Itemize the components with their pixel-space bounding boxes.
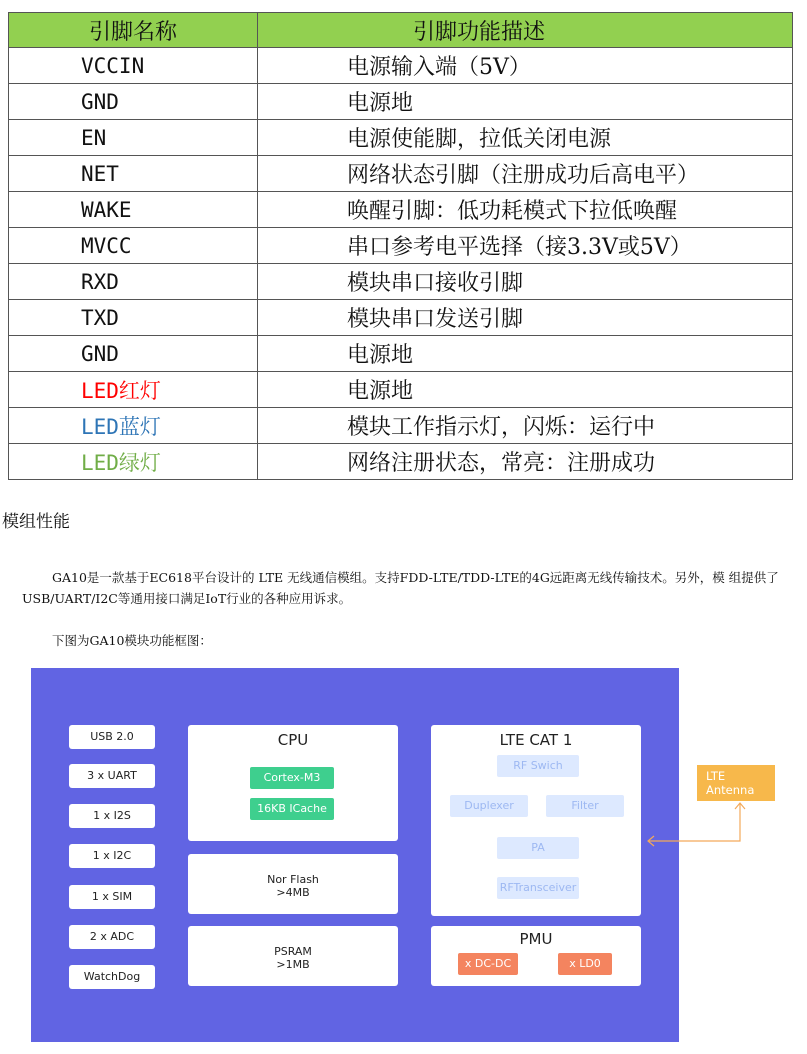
table-row bbox=[9, 48, 793, 84]
pin-desc: 电源地 bbox=[258, 372, 793, 408]
pin-desc: 模块串口接收引脚 bbox=[258, 264, 793, 300]
pin-name: GND bbox=[9, 84, 258, 120]
table-row bbox=[9, 444, 793, 480]
cpu-block bbox=[188, 725, 398, 841]
interface-watchdog: WatchDog bbox=[69, 965, 155, 989]
pin-name: VCCIN bbox=[9, 48, 258, 84]
pin-desc: 模块工作指示灯，闪烁：运行中 bbox=[258, 408, 793, 444]
pin-table bbox=[8, 12, 793, 480]
diagram-caption: 下图为GA10模块功能框图： bbox=[52, 633, 212, 648]
pin-name-led-green: LED绿灯 bbox=[9, 444, 258, 480]
cpu-title: CPU bbox=[277, 731, 309, 749]
lte-block bbox=[431, 725, 641, 916]
rf-switch-chip: RF Swich bbox=[497, 755, 579, 777]
interface-adc: 2 x ADC bbox=[69, 925, 155, 949]
table-row bbox=[9, 336, 793, 372]
table-row bbox=[9, 228, 793, 264]
connector-line bbox=[648, 803, 740, 841]
cortex-m3-chip: Cortex-M3 bbox=[250, 767, 334, 789]
pa-chip: PA bbox=[497, 837, 579, 859]
pin-desc: 电源地 bbox=[258, 84, 793, 120]
interface-i2c: 1 x I2C bbox=[69, 844, 155, 868]
pin-desc: 模块串口发送引脚 bbox=[258, 300, 793, 336]
pin-name: EN bbox=[9, 120, 258, 156]
block-diagram bbox=[31, 668, 679, 1042]
interface-sim: 1 x SIM bbox=[69, 885, 155, 909]
duplexer-chip: Duplexer bbox=[450, 795, 528, 817]
nor-flash-label: Nor Flash bbox=[267, 873, 319, 886]
table-row bbox=[9, 372, 793, 408]
pin-desc: 网络注册状态，常亮：注册成功 bbox=[258, 444, 793, 480]
table-row bbox=[9, 192, 793, 228]
interface-usb: USB 2.0 bbox=[69, 725, 155, 749]
intro-paragraph: GA10是一款基于EC618平台设计的 LTE 无线通信模组。支持FDD-LTE/TDD-LTE的4G远距离无线传输技术。另外，模 组提供了USB/UART/I2C等通用接口满足IoT行业的各种应用诉求。 bbox=[22, 570, 779, 606]
lte-title: LTE CAT 1 bbox=[499, 731, 573, 749]
antenna-connector-arrow bbox=[640, 795, 760, 855]
header-pin-function: 引脚功能描述 bbox=[258, 13, 793, 48]
table-row bbox=[9, 264, 793, 300]
antenna-line1: LTE bbox=[706, 769, 726, 783]
filter-chip: Filter bbox=[546, 795, 624, 817]
pin-desc: 唤醒引脚：低功耗模式下拉低唤醒 bbox=[258, 192, 793, 228]
table-row bbox=[9, 156, 793, 192]
table-row bbox=[9, 84, 793, 120]
pmu-block bbox=[431, 926, 641, 986]
pin-name: MVCC bbox=[9, 228, 258, 264]
psram-size: >1MB bbox=[276, 958, 310, 971]
pin-name: WAKE bbox=[9, 192, 258, 228]
pin-desc: 电源地 bbox=[258, 336, 793, 372]
nor-flash-block bbox=[188, 854, 398, 914]
ldo-chip: x LD0 bbox=[558, 953, 612, 975]
icache-chip: 16KB ICache bbox=[250, 798, 334, 820]
interface-uart: 3 x UART bbox=[69, 764, 155, 788]
pin-name: NET bbox=[9, 156, 258, 192]
header-pin-name: 引脚名称 bbox=[9, 13, 258, 48]
table-row bbox=[9, 408, 793, 444]
pin-name-led-blue: LED蓝灯 bbox=[9, 408, 258, 444]
antenna-line2: Antenna bbox=[706, 783, 755, 797]
pin-desc: 电源使能脚，拉低关闭电源 bbox=[258, 120, 793, 156]
nor-flash-size: >4MB bbox=[276, 886, 310, 899]
pin-name: TXD bbox=[9, 300, 258, 336]
pin-desc: 网络状态引脚（注册成功后高电平） bbox=[258, 156, 793, 192]
dc-dc-chip: x DC-DC bbox=[458, 953, 518, 975]
pmu-title: PMU bbox=[519, 930, 553, 948]
section-heading: 模组性能 bbox=[2, 512, 70, 532]
interface-i2s: 1 x I2S bbox=[69, 804, 155, 828]
pin-name: RXD bbox=[9, 264, 258, 300]
table-header-row bbox=[9, 13, 793, 48]
pin-name-led-red: LED红灯 bbox=[9, 372, 258, 408]
table-row bbox=[9, 120, 793, 156]
rftransceiver-chip: RFTransceiver bbox=[497, 877, 579, 899]
lte-antenna-block bbox=[697, 765, 775, 801]
table-row bbox=[9, 300, 793, 336]
pin-name: GND bbox=[9, 336, 258, 372]
psram-block bbox=[188, 926, 398, 986]
psram-label: PSRAM bbox=[274, 945, 312, 958]
pin-desc: 电源输入端（5V） bbox=[258, 48, 793, 84]
pin-desc: 串口参考电平选择（接3.3V或5V） bbox=[258, 228, 793, 264]
